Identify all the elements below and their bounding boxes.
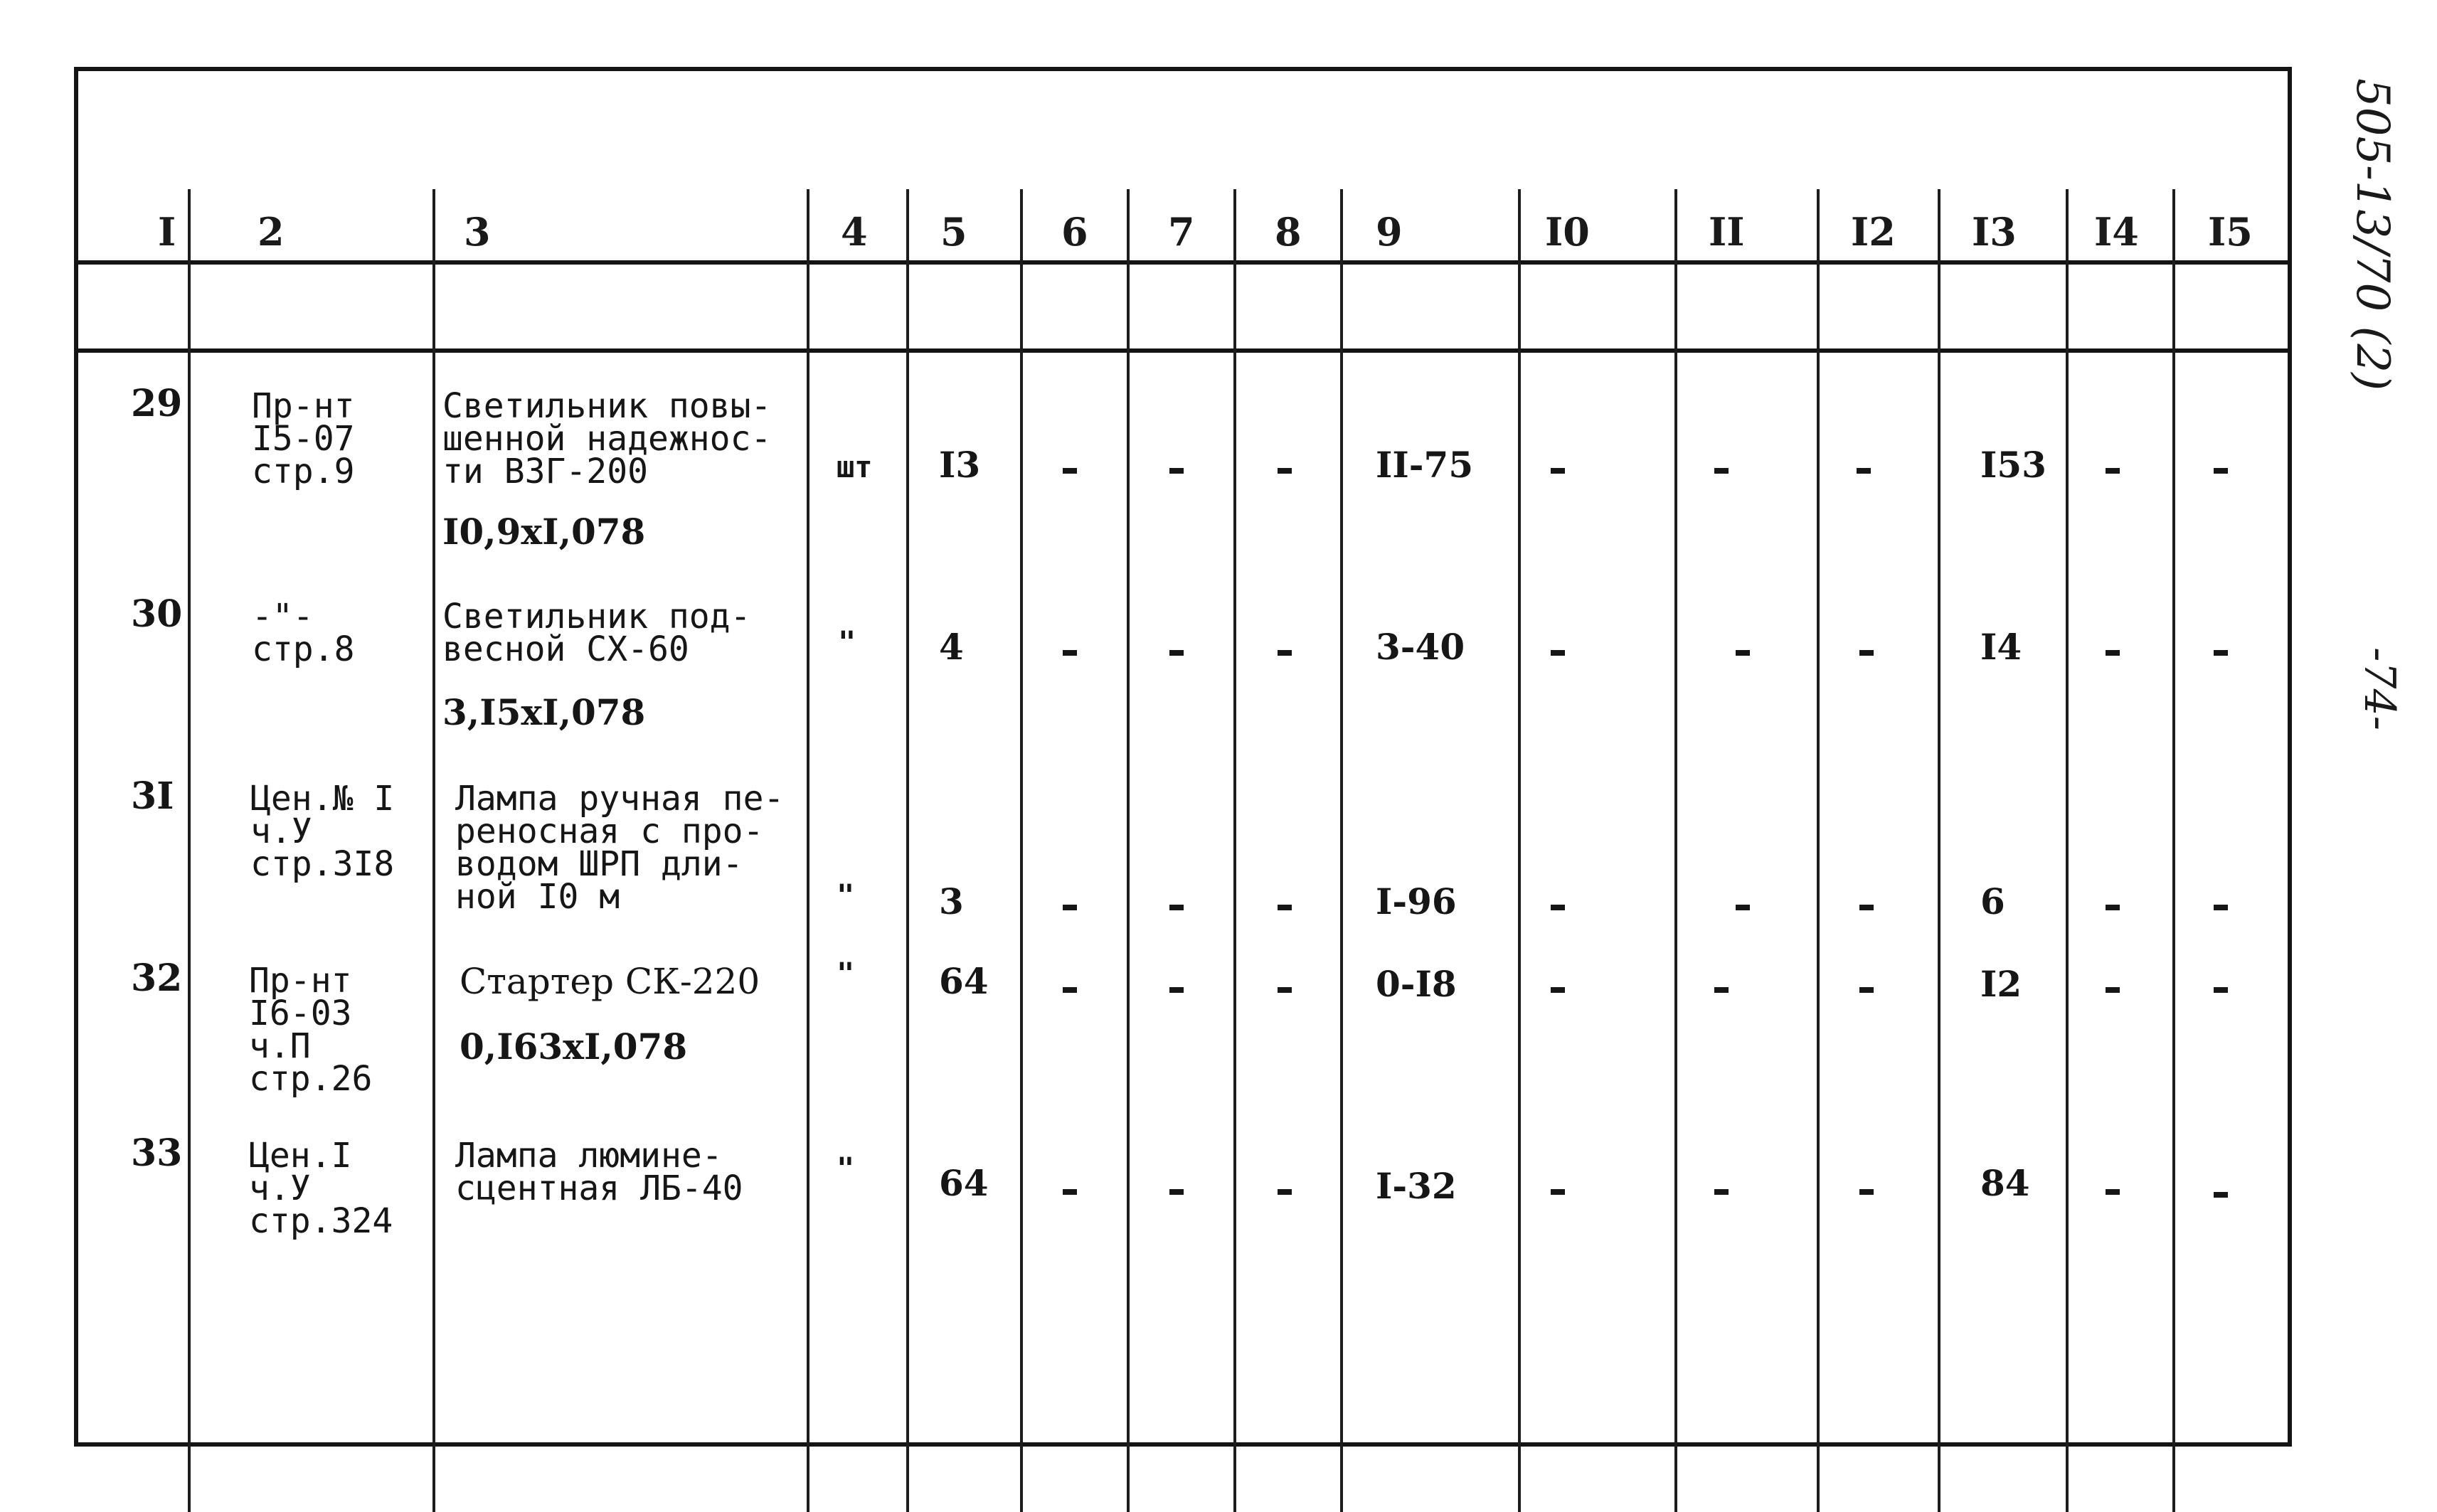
row-number: 33 xyxy=(131,1132,183,1175)
column-divider xyxy=(807,189,809,1512)
column-header: 4 xyxy=(841,209,868,255)
document-sheet xyxy=(74,67,2292,1447)
column-header: I4 xyxy=(2094,209,2139,255)
dash-mark xyxy=(1278,468,1292,474)
quantity: I3 xyxy=(939,444,981,486)
value-col9: II-75 xyxy=(1376,444,1474,486)
calculation: 0,I63xI,078 xyxy=(460,1026,688,1068)
column-header: I3 xyxy=(1972,209,2017,255)
column-divider xyxy=(2066,189,2069,1512)
column-header-row xyxy=(78,260,2288,353)
unit: " xyxy=(838,624,856,659)
dash-mark xyxy=(1551,468,1565,474)
column-header: 3 xyxy=(464,209,491,255)
column-header: 2 xyxy=(257,209,285,255)
dash-mark xyxy=(2106,905,2120,910)
unit: шт xyxy=(837,449,873,484)
document-code-note: 505-13/70 (2) xyxy=(2346,78,2399,391)
quantity: 64 xyxy=(939,1162,989,1204)
dash-mark xyxy=(1278,987,1292,993)
value-col9: I-32 xyxy=(1376,1165,1457,1207)
dash-mark xyxy=(2106,468,2120,474)
column-divider xyxy=(1127,189,1130,1512)
quantity: 64 xyxy=(939,960,989,1002)
dash-mark xyxy=(1169,650,1184,656)
dash-mark xyxy=(1859,905,1874,910)
column-divider xyxy=(1938,189,1940,1512)
dash-mark xyxy=(1063,905,1077,910)
dash-mark xyxy=(1551,1189,1565,1195)
dash-mark xyxy=(2214,650,2228,656)
unit: " xyxy=(837,956,855,991)
column-header: 9 xyxy=(1376,209,1403,255)
dash-mark xyxy=(2106,1189,2120,1195)
column-header: 8 xyxy=(1275,209,1302,255)
dash-mark xyxy=(2106,650,2120,656)
dash-mark xyxy=(2214,1192,2228,1198)
column-header: I0 xyxy=(1545,209,1590,255)
dash-mark xyxy=(1714,1189,1729,1195)
column-divider xyxy=(2172,189,2175,1512)
dash-mark xyxy=(1169,905,1184,910)
column-header: 6 xyxy=(1061,209,1088,255)
dash-mark xyxy=(1857,468,1871,474)
dash-mark xyxy=(1169,987,1184,993)
dash-mark xyxy=(1063,650,1077,656)
dash-mark xyxy=(2214,905,2228,910)
unit: " xyxy=(837,1151,855,1186)
dash-mark xyxy=(2214,468,2228,474)
quantity: 3 xyxy=(939,880,964,922)
dash-mark xyxy=(1714,987,1729,993)
calculation: 3,I5xI,078 xyxy=(442,691,646,733)
reference: Цен.I ч.У стр.324 xyxy=(249,1136,393,1241)
quantity: 4 xyxy=(939,626,964,668)
item-name: Стартер СК-220 xyxy=(460,961,760,1002)
item-name: Светильник под- весной СХ-60 xyxy=(442,597,751,669)
dash-mark xyxy=(1859,650,1874,656)
row-number: 30 xyxy=(131,592,183,636)
column-divider xyxy=(1020,189,1023,1512)
value-col9: 3-40 xyxy=(1376,626,1465,668)
dash-mark xyxy=(1736,905,1750,910)
column-divider xyxy=(1518,189,1521,1512)
column-divider xyxy=(1340,189,1343,1512)
value-col13: I4 xyxy=(1980,626,2022,668)
dash-mark xyxy=(2214,987,2228,993)
dash-mark xyxy=(1551,987,1565,993)
column-header: I5 xyxy=(2208,209,2253,255)
dash-mark xyxy=(1551,650,1565,656)
value-col13: I53 xyxy=(1980,444,2046,486)
row-number: 29 xyxy=(131,382,183,425)
column-header: 7 xyxy=(1168,209,1195,255)
dash-mark xyxy=(1063,987,1077,993)
dash-mark xyxy=(1169,1189,1184,1195)
reference: -"- стр.8 xyxy=(252,597,355,669)
calculation: I0,9xI,078 xyxy=(442,511,646,553)
value-col9: I-96 xyxy=(1376,880,1457,922)
value-col13: 6 xyxy=(1980,880,2005,922)
row-number: 32 xyxy=(131,957,183,1000)
item-name: Лампа люмине- сцентная ЛБ-40 xyxy=(455,1136,743,1208)
column-divider xyxy=(1817,189,1820,1512)
column-divider xyxy=(188,189,191,1512)
column-divider xyxy=(432,189,435,1512)
column-divider xyxy=(906,189,909,1512)
item-name: Лампа ручная пе- реносная с про- водом ШРП дли- ной I0 м xyxy=(455,779,785,917)
dash-mark xyxy=(1278,650,1292,656)
dash-mark xyxy=(1551,905,1565,910)
reference: Цен.№ I ч.У стр.3I8 xyxy=(250,779,395,884)
dash-mark xyxy=(1859,987,1874,993)
value-col9: 0-I8 xyxy=(1376,963,1457,1005)
dash-mark xyxy=(1278,905,1292,910)
reference: Пр-нт I5-07 стр.9 xyxy=(252,386,355,491)
column-divider xyxy=(1233,189,1236,1512)
dash-mark xyxy=(1278,1189,1292,1195)
reference: Пр-нт I6-03 ч.П стр.26 xyxy=(249,961,373,1099)
dash-mark xyxy=(1063,468,1077,474)
column-header: II xyxy=(1709,209,1745,255)
dash-mark xyxy=(1714,468,1729,474)
dash-mark xyxy=(1169,468,1184,474)
item-name: Светильник повы- шенной надежнос- ти ВЗГ-200 xyxy=(442,386,772,491)
value-col13: I2 xyxy=(1980,963,2022,1005)
dash-mark xyxy=(1063,1189,1077,1195)
column-header: I2 xyxy=(1851,209,1896,255)
dash-mark xyxy=(1736,650,1750,656)
dash-mark xyxy=(1859,1189,1874,1195)
column-header: I xyxy=(158,209,176,255)
page-number-note: -74- xyxy=(2354,647,2404,730)
column-header: 5 xyxy=(940,209,967,255)
column-divider xyxy=(1674,189,1677,1512)
row-number: 3I xyxy=(131,774,174,818)
dash-mark xyxy=(2106,987,2120,993)
value-col13: 84 xyxy=(1980,1162,2030,1204)
unit: " xyxy=(837,878,855,912)
